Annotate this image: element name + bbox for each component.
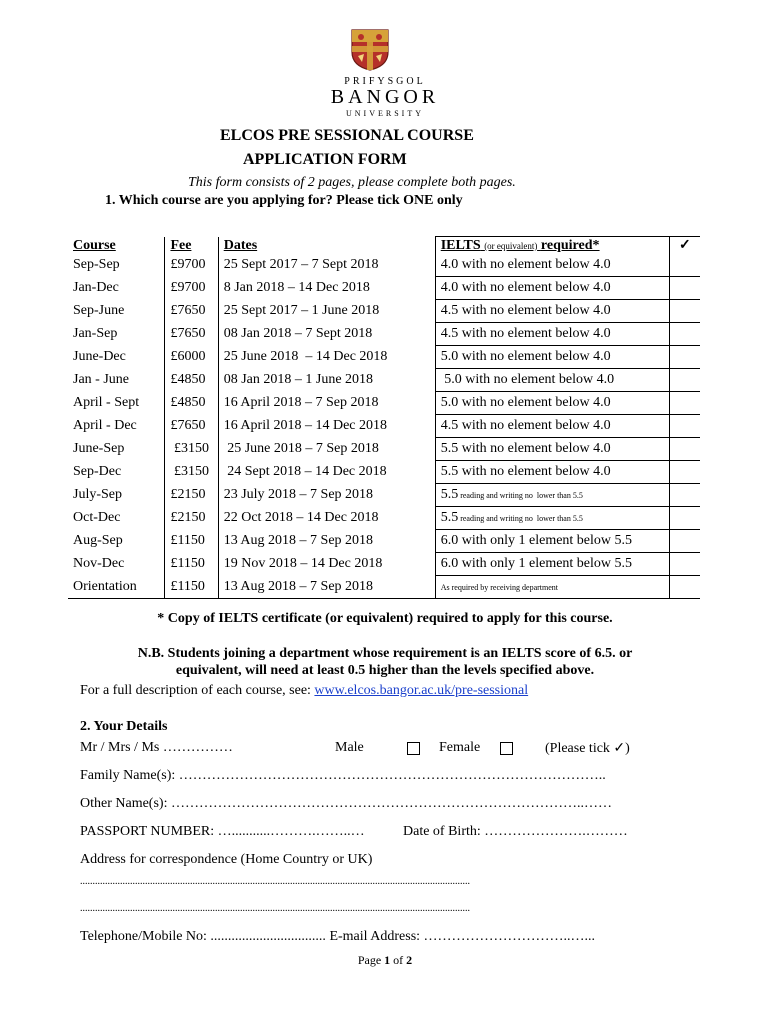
header-fee: Fee [165,237,218,255]
course-cell: April - Sept [68,392,165,415]
course-cell: Oct-Dec [68,507,165,530]
title-field[interactable]: Mr / Mrs / Ms …………… [80,740,233,755]
ielts-note: As required by receiving department [440,583,559,592]
dates-cell: 08 Jan 2018 – 1 June 2018 [218,369,435,392]
ielts-cell [435,484,669,507]
dates-cell: 22 Oct 2018 – 14 Dec 2018 [218,507,435,530]
course-cell: Sep-June [68,300,165,323]
tick-box[interactable] [669,438,700,461]
university-bottom-text: UNIVERSITY [346,109,424,118]
page-of: of [390,953,407,967]
course-table [68,236,700,599]
fee-cell: £6000 [165,346,218,369]
dates-cell: 19 Nov 2018 – 14 Dec 2018 [218,553,435,576]
fee-cell: £4850 [165,369,218,392]
course-cell: Jan-Dec [68,277,165,300]
ielts-cell [435,415,669,438]
dates-cell: 8 Jan 2018 – 14 Dec 2018 [218,277,435,300]
tick-mark-icon: ✓ [679,238,691,253]
university-top-text: PRIFYSGOL [344,76,426,87]
description-text: For a full description of each course, see: [80,683,315,698]
ielts-score: 5.5 with no element below 4.0 [440,441,611,456]
fee-cell: £1150 [165,553,218,576]
fee-cell: £7650 [165,300,218,323]
table-row [68,277,700,300]
table-row [68,438,700,461]
page-number [0,953,770,968]
table-row [68,369,700,392]
ielts-cell [435,277,669,300]
ielts-score: 5.5 [440,510,459,525]
tick-box[interactable] [669,484,700,507]
table-row [68,415,700,438]
contact-row [80,929,595,945]
course-cell: Aug-Sep [68,530,165,553]
tick-box[interactable] [669,415,700,438]
university-name: BANGOR [330,86,440,108]
dates-cell: 16 April 2018 – 14 Dec 2018 [218,415,435,438]
form-title-line1: ELCOS PRE SESSIONAL COURSE [220,127,474,144]
email-field[interactable]: E-mail Address: …………………………..…... [329,929,596,944]
ielts-cell [435,438,669,461]
dates-cell: 24 Sept 2018 – 14 Dec 2018 [218,461,435,484]
fee-cell: £3150 [165,461,218,484]
tick-box[interactable] [669,323,700,346]
male-checkbox[interactable] [407,742,420,755]
dates-cell: 25 Sept 2017 – 7 Sept 2018 [218,254,435,277]
ielts-score: 4.5 with no element below 4.0 [440,303,611,318]
tick-box[interactable] [669,507,700,530]
course-description [80,683,528,699]
ielts-note: reading and writing no lower than 5.5 [458,491,583,500]
header-ielts-label: IELTS [440,238,481,253]
ielts-cell [435,530,669,553]
fee-cell: £9700 [165,254,218,277]
ielts-score: 4.0 with no element below 4.0 [440,280,611,295]
course-cell: June-Dec [68,346,165,369]
ielts-cell [435,254,669,277]
page-prefix: Page [357,953,385,967]
address-line-2[interactable]: ............................................................................................................................................................ [80,903,470,914]
dates-cell: 08 Jan 2018 – 7 Sept 2018 [218,323,435,346]
header-tick [669,237,700,255]
address-label: Address for correspondence (Home Country or UK) [80,852,373,867]
table-row [68,323,700,346]
page-total: 2 [406,953,413,967]
date-of-birth-field[interactable]: Date of Birth: ………………….……… [403,824,628,839]
other-names-field[interactable]: Other Name(s): ……………………………………………………………………………..…… [80,796,612,811]
table-row [68,576,700,599]
tick-box[interactable] [669,392,700,415]
dates-cell: 23 July 2018 – 7 Sep 2018 [218,484,435,507]
fee-cell: £3150 [165,438,218,461]
university-crest-logo [350,28,390,72]
fee-cell: £2150 [165,507,218,530]
header-ielts [435,237,669,255]
dates-cell: 13 Aug 2018 – 7 Sep 2018 [218,576,435,599]
female-label: Female [439,740,481,755]
header-ielts-sub: (or equivalent) [484,241,538,251]
dates-cell: 13 Aug 2018 – 7 Sep 2018 [218,530,435,553]
table-row [68,461,700,484]
fee-cell: £7650 [165,415,218,438]
ielts-cell [435,369,669,392]
form-title-line2: APPLICATION FORM [243,151,407,168]
course-cell: Orientation [68,576,165,599]
table-row [68,254,700,277]
fee-cell: £4850 [165,392,218,415]
family-name-field[interactable]: Family Name(s): ……………………………………………………………………………….. [80,768,606,783]
fee-cell: £2150 [165,484,218,507]
passport-number-field[interactable]: PASSPORT NUMBER: …...........……….……..… [80,824,365,839]
tick-box[interactable] [669,300,700,323]
tick-box[interactable] [669,530,700,553]
ielts-score: 5.0 with no element below 4.0 [440,349,611,364]
ielts-cell [435,576,669,599]
fee-cell: £9700 [165,277,218,300]
table-row [68,507,700,530]
dates-cell: 16 April 2018 – 7 Sep 2018 [218,392,435,415]
tick-box[interactable] [669,576,700,599]
course-cell: April - Dec [68,415,165,438]
ielts-score: 5.5 [440,487,459,502]
ielts-score: 6.0 with only 1 element below 5.5 [440,556,633,571]
table-row [68,300,700,323]
header-course: Course [68,237,165,255]
please-tick-note: (Please tick ✓) [545,741,630,756]
tick-box[interactable] [669,553,700,576]
course-cell: Sep-Dec [68,461,165,484]
table-header-row [68,237,700,255]
page-current: 1 [384,953,391,967]
ielts-note: reading and writing no lower than 5.5 [458,514,583,523]
ielts-score: 4.0 with no element below 4.0 [440,257,611,272]
ielts-score: 5.5 with no element below 4.0 [440,464,611,479]
table-row [68,530,700,553]
ielts-score: 4.5 with no element below 4.0 [440,326,611,341]
course-cell: Nov-Dec [68,553,165,576]
course-cell: Jan-Sep [68,323,165,346]
header-dates: Dates [218,237,435,255]
ielts-cell [435,323,669,346]
fee-cell: £1150 [165,576,218,599]
nb-note-line1: N.B. Students joining a department whose requirement is an IELTS score of 6.5. or [137,646,633,661]
course-cell: Sep-Sep [68,254,165,277]
ielts-score: 5.0 with no element below 4.0 [440,372,615,387]
ielts-cell [435,507,669,530]
passport-row [80,824,628,840]
telephone-field[interactable]: Telephone/Mobile No: ................................. [80,929,326,944]
nb-note-line2: equivalent, will need at least 0.5 higher than the levels specified above. [175,663,595,678]
table-row [68,392,700,415]
ielts-cell [435,300,669,323]
table-row [68,484,700,507]
ielts-score: 5.0 with no element below 4.0 [440,395,611,410]
tick-box[interactable] [669,369,700,392]
male-label: Male [335,740,364,755]
ielts-score: 6.0 with only 1 element below 5.5 [440,533,633,548]
tick-box[interactable] [669,254,700,277]
tick-box[interactable] [669,346,700,369]
tick-box[interactable] [669,277,700,300]
dates-cell: 25 Sept 2017 – 1 June 2018 [218,300,435,323]
fee-cell: £7650 [165,323,218,346]
course-cell: June-Sep [68,438,165,461]
ielts-cell [435,346,669,369]
ielts-score: 4.5 with no element below 4.0 [440,418,611,433]
title-row [80,740,630,756]
course-cell: July-Sep [68,484,165,507]
table-row [68,553,700,576]
pre-sessional-link[interactable]: www.elcos.bangor.ac.uk/pre-sessional [314,683,529,698]
header-ielts-required: required* [540,238,600,253]
tick-box[interactable] [669,461,700,484]
ielts-cell [435,553,669,576]
your-details-heading: 2. Your Details [80,719,168,734]
female-checkbox[interactable] [500,742,513,755]
ielts-cell [435,392,669,415]
ielts-footnote: * Copy of IELTS certificate (or equivalent) required to apply for this course. [157,611,613,626]
address-line-1[interactable]: ............................................................................................................................................................ [80,876,470,887]
ielts-cell [435,461,669,484]
course-cell: Jan - June [68,369,165,392]
dates-cell: 25 June 2018 – 7 Sep 2018 [218,438,435,461]
table-row [68,346,700,369]
fee-cell: £1150 [165,530,218,553]
dates-cell: 25 June 2018 – 14 Dec 2018 [218,346,435,369]
question-1: 1. Which course are you applying for? Please tick ONE only [105,193,463,208]
form-pages-note: This form consists of 2 pages, please complete both pages. [188,175,516,190]
